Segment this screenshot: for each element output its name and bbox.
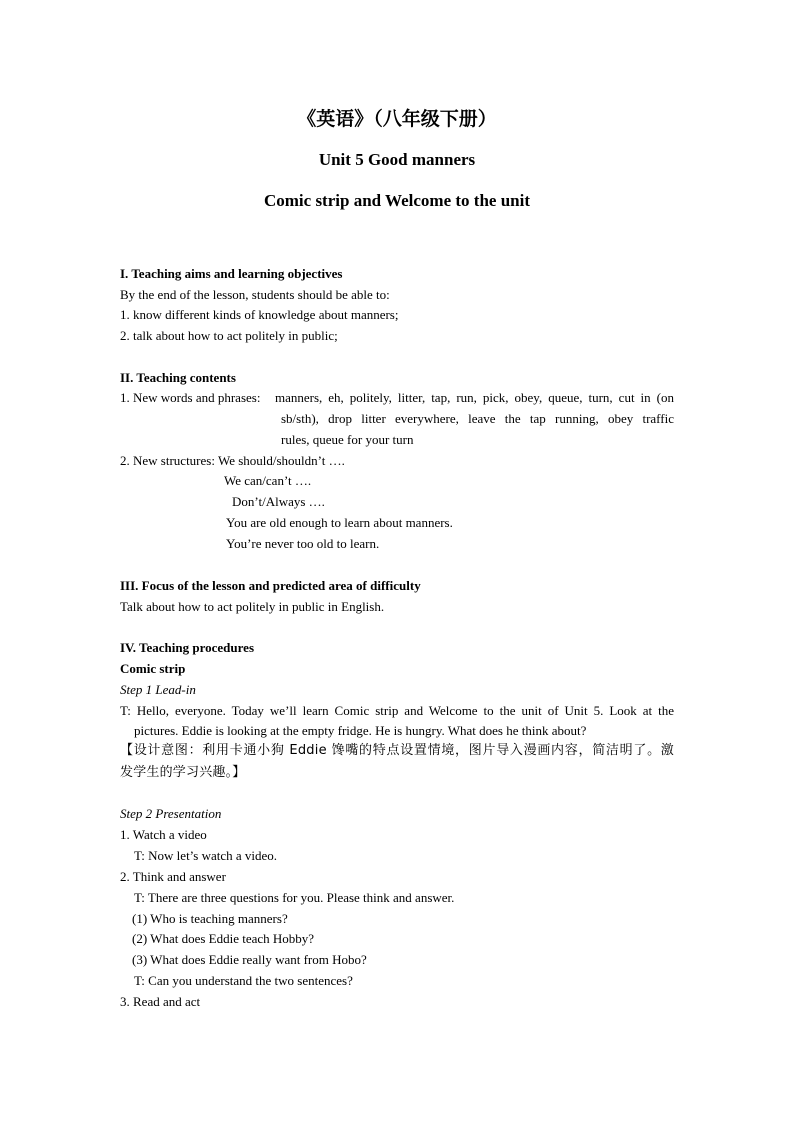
procedure-line: 3. Read and act (120, 994, 201, 1009)
teacher-line: pictures. Eddie is looking at the empty fridge. He is hungry. What does he think about? (134, 723, 587, 738)
design-intent-line: 【设计意图：利用卡通小狗 Eddie 馋嘴的特点设置情境，图片导入漫画内容，简洁明了。激 (120, 743, 674, 758)
section-1-intro: By the end of the lesson, students should be able to: (120, 287, 390, 302)
procedure-line: (2) What does Eddie teach Hobby? (132, 931, 315, 946)
objective-item: 2. talk about how to act politely in public; (120, 328, 338, 343)
design-intent-line: 发学生的学习兴趣。】 (120, 765, 246, 780)
step-2-heading: Step 2 Presentation (120, 806, 222, 821)
section-3-heading: III. Focus of the lesson and predicted area of difficulty (120, 578, 421, 593)
structure-item: You’re never too old to learn. (226, 536, 380, 551)
section-2-heading: II. Teaching contents (120, 370, 236, 385)
structure-item: You are old enough to learn about manners. (226, 515, 453, 530)
new-words-line: rules, queue for your turn (281, 432, 414, 447)
section-4-heading: IV. Teaching procedures (120, 640, 255, 655)
comic-strip-subheading: Comic strip (120, 661, 186, 676)
procedure-line: (3) What does Eddie really want from Hobo? (132, 952, 367, 967)
objective-item: 1. know different kinds of knowledge about manners; (120, 307, 399, 322)
section-1-heading: I. Teaching aims and learning objectives (120, 266, 343, 281)
procedure-line: 1. Watch a video (120, 827, 207, 842)
section-3-text: Talk about how to act politely in public in English. (120, 599, 385, 614)
new-structures-label: 2. New structures: We should/shouldn’t …. (120, 453, 345, 468)
new-words-line: manners, eh, politely, litter, tap, run, pick, obey, queue, turn, cut in (on (275, 390, 674, 405)
structure-item: Don’t/Always …. (232, 494, 325, 509)
new-words-label: 1. New words and phrases: (120, 390, 261, 405)
unit-title: Unit 5 Good manners (318, 150, 476, 169)
lesson-title: Comic strip and Welcome to the unit (263, 191, 530, 210)
new-words-line: sb/sth), drop litter everywhere, leave the tap running, obey traffic (281, 411, 674, 426)
procedure-line: T: There are three questions for you. Please think and answer. (134, 890, 455, 905)
procedure-line: T: Can you understand the two sentences? (134, 973, 353, 988)
step-1-heading: Step 1 Lead-in (120, 682, 196, 697)
structure-item: We can/can’t …. (224, 473, 312, 488)
procedure-line: (1) Who is teaching manners? (132, 911, 288, 926)
procedure-line: 2. Think and answer (120, 869, 226, 884)
procedure-line: T: Now let’s watch a video. (134, 848, 278, 863)
teacher-line: T: Hello, everyone. Today we’ll learn Comic strip and Welcome to the unit of Unit 5. Look at the (120, 703, 674, 718)
document-title: 《英语》（八年级下册） (297, 108, 497, 130)
